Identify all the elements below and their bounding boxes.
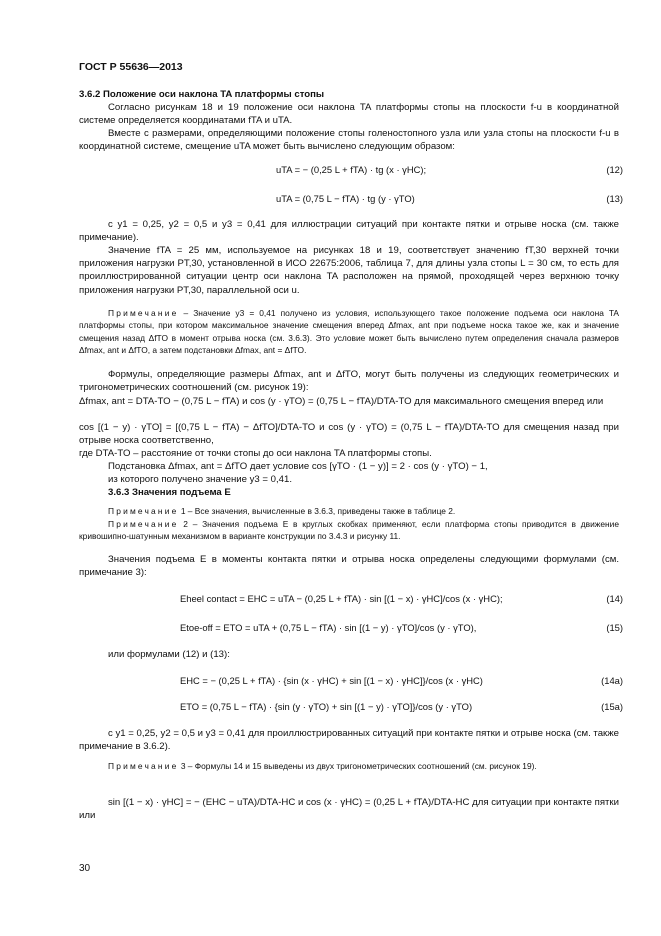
document-header: ГОСТ Р 55636—2013 <box>79 61 183 73</box>
s363-note-3 <box>79 760 619 772</box>
note-2-text: 2 – Значения подъема E в круглых скобках применяют, если платформа стопы приводится в движение кривошипно-шатунным механизмом в варианте конструкции по 3.4.3 и рисунку 11. <box>79 519 620 542</box>
note-label: Примечание <box>108 308 179 318</box>
formula-line-3: где DTA-TO – расстояние от точки стопы до оси наклона TA платформы стопы. <box>79 448 432 459</box>
s362-paragraph-6: Подстановка Δfmax, ant = ΔfTO дает условие cos [γTO · (1 − y)] = 2 · cos (y · γTO) − 1, <box>108 461 488 472</box>
s362-paragraph-5: Формулы, определяющие размеры Δfmax, ant и ΔfTO, могут быть получены из следующих геометрических и тригонометрических соотношений (см. рисунок 19): <box>79 369 619 394</box>
note-3-label: Примечание <box>108 761 179 771</box>
s362-paragraph-1: Согласно рисункам 18 и 19 положение оси наклона TA платформы стопы на плоскости f-u в координатной системе определяется координатами fTA и uTA. <box>79 102 619 127</box>
section-3-6-3-title: 3.6.3 Значения подъема E <box>108 487 231 498</box>
equation-13: uTA = (0,75 L − fTA) · tg (y · γTO) <box>276 193 415 204</box>
equation-13-number: (13) <box>606 193 623 204</box>
equation-14: Eheel contact = EHC = uTA − (0,25 L + fTA) · sin [(1 − x) · γHC]/cos (x · γHC); <box>180 593 503 604</box>
s362-paragraph-7: из которого получено значение y3 = 0,41. <box>108 474 292 485</box>
equation-15-number: (15) <box>606 622 623 633</box>
s363-paragraph-2: или формулами (12) и (13): <box>108 649 230 660</box>
equation-14a: EHC = − (0,25 L + fTA) · {sin (x · γHC) + sin [(1 − x) · γHC]}/cos (x · γHC) <box>180 675 483 686</box>
section-3-6-2-title: 3.6.2 Положение оси наклона TA платформы стопы <box>79 89 325 100</box>
s363-note-2 <box>79 518 619 543</box>
s363-paragraph-1: Значения подъема E в моменты контакта пятки и отрыва носка определены следующими формулами (см. примечание 3): <box>79 554 619 579</box>
equation-15a: ETO = (0,75 L − fTA) · {sin (y · γTO) + sin [(1 − y) · γTO]}/cos (y · γTO) <box>180 701 473 712</box>
s363-paragraph-3: с y1 = 0,25, y2 = 0,5 и y3 = 0,41 для проиллюстрированных ситуаций при контакте пятки и отрыве носка (см. также примечание в 3.6.2). <box>79 728 619 753</box>
s362-paragraph-2: Вместе с размерами, определяющими положение стопы голеностопного узла или узла стопы на плоскости f-u в координатной системе, смещение uTA может быть вычислено следующим образом: <box>79 128 619 153</box>
page-number: 30 <box>79 863 91 874</box>
note-1-label: Примечание <box>108 506 179 516</box>
formula-line-2: cos [(1 − y) · γTO] = [(0,75 L − fTA) − ΔfTO]/DTA-TO и cos (y · γTO) = (0,75 L − fTA)/DTA-TO для смещения назад при отрыве носка соответственно, <box>79 422 619 447</box>
formula-line-1: Δfmax, ant = DTA-TO − (0,75 L − fTA) и cos (y · γTO) = (0,75 L − fTA)/DTA-TO для максимального смещения вперед или <box>79 396 604 407</box>
s362-paragraph-3: с y1 = 0,25, y2 = 0,5 и y3 = 0,41 для иллюстрации ситуаций при контакте пятки и отрыве носка (см. также примечание). <box>79 219 619 244</box>
equation-14a-number: (14a) <box>601 675 623 686</box>
equation-15a-number: (15a) <box>601 701 623 712</box>
s363-paragraph-4: sin [(1 − x) · γHC] = − (EHC − uTA)/DTA-HC и cos (x · γHC) = (0,25 L + fTA)/DTA-HC для ситуации при контакте пятки или <box>79 797 619 822</box>
note-1-text: 1 – Все значения, вычисленные в 3.6.3, приведены также в таблице 2. <box>180 506 456 516</box>
note-text: – Значение y3 = 0,41 получено из условия, использующего такое положение подъема оси наклона TA платформы стопы, при котором максимальное значение смещения вперед Δfmax, ant при подъеме носка такое же, как и значение смещения назад ΔfTO в момент отрыва носка (см. 3.6.3). Это условие может быть вычислено путем определения сначала размеров Δfmax, ant и ΔfTO, а затем подстановки Δfmax, ant = ΔfTO. <box>79 308 619 356</box>
equation-12: uTA = − (0,25 L + fTA) · tg (x · γHC); <box>276 164 427 175</box>
s363-note-1 <box>79 505 619 517</box>
equation-14-number: (14) <box>606 593 623 604</box>
s362-paragraph-4: Значение fTA = 25 мм, используемое на рисунках 18 и 19, соответствует значению fT,30 верхней точки приложения нагрузки PT,30, установленной в ИСО 22675:2006, таблица 7, для длины узла стопы L = 30 см, то есть для проиллюстрированной ситуации центр оси наклона TA расположен на прямой, проходящей через верхнюю точку приложения нагрузки PT,30, параллельной оси u. <box>79 245 619 296</box>
equation-12-number: (12) <box>606 164 623 175</box>
s362-note <box>79 307 619 357</box>
equation-15: Etoe-off = ETO = uTA + (0,75 L − fTA) · sin [(1 − y) · γTO]/cos (y · γTO), <box>180 622 477 633</box>
note-2-label: Примечание <box>108 519 179 529</box>
note-3-text: 3 – Формулы 14 и 15 выведены из двух тригонометрических соотношений (см. рисунок 19). <box>180 761 537 771</box>
